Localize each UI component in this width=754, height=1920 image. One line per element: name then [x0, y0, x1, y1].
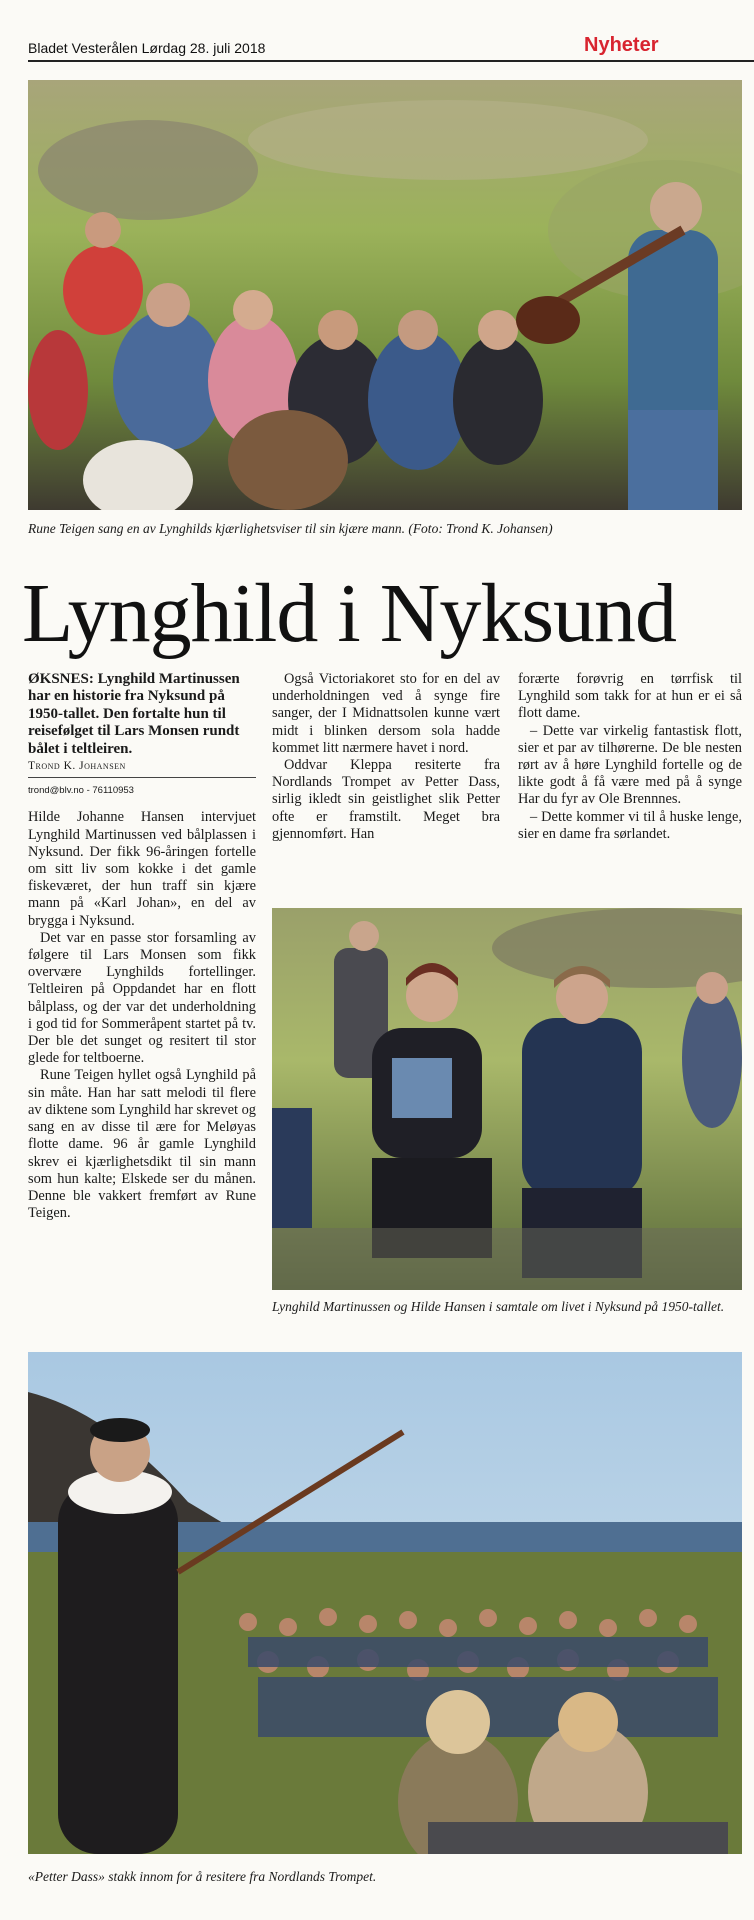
- photo-caption: «Petter Dass» stakk innom for å resitere fra Nordlands Trompet.: [28, 1869, 377, 1884]
- paragraph: Oddvar Kleppa resiterte fra Nordlands Trompet av Petter Dass, sirlig ikledt sin geistlighet slik Petter ofte er framstilt. Meget bra gjennomført. Han: [272, 757, 500, 842]
- photo-caption: Lynghild Martinussen og Hilde Hansen i samtale om livet i Nyksund på 1950-tallet.: [272, 1299, 725, 1314]
- paragraph: Også Victoriakoret sto for en del av underholdningen ved å synge fire sanger, der I Midnattsolen kunne vært midt i blinken dersom sola hadde kommet litt nærmere havet i nord.: [272, 671, 500, 756]
- paragraph: forærte forøvrig en tørrfisk til Lynghild som takk for at hun er ei så flott dame.: [518, 671, 742, 722]
- newspaper-dateline: Bladet Vesterålen Lørdag 28. juli 2018: [28, 40, 266, 56]
- page-header: [28, 34, 754, 62]
- paragraph: Det var en passe stor forsamling av følgere til Lars Monsen som fikk overvære Lynghilds fortellinger. Teltleiren på Oppdandet har en flott bålplass, og der var det underholdning i god tid for Sommeråpent startet på tv. Der ble det sunget og resitert til stor glede for teltboerne.: [28, 929, 256, 1067]
- photo-caption: Rune Teigen sang en av Lynghilds kjærlighetsviser til sin kjære mann. (Foto: Trond K. Johansen): [28, 521, 553, 536]
- photo-conversation: [272, 908, 742, 1290]
- lede: ØKSNES: Lynghild Martinussen har en historie fra Nyksund på 1950-tallet. Den fortalte hun til reisefølget til Lars Monsen rundt bålet i teltleiren.: [28, 671, 240, 757]
- paragraph: Hilde Johanne Hansen intervjuet Lynghild Martinussen ved bålplassen i Nyksund. Der fikk 96-åringen fortelle om sitt liv som kokke i det gamle fiskeværet, der hun traff sin kjære mann på «Karl Johan», en del av brygga i Nyksund.: [28, 809, 256, 929]
- section-label: Nyheter: [584, 34, 659, 56]
- article-column-2: [272, 671, 500, 843]
- paragraph: – Dette var virkelig fantastisk flott, sier et par av tilhørerne. De ble nesten rørt av å høre Lynghild fortelle og de likte godt å få være med på å synge Har du fyr av Ole Brennnes.: [518, 722, 742, 808]
- photo-guitarist: [28, 80, 742, 510]
- article-column-1: [28, 671, 256, 1222]
- byline: Trond K. Johansen: [28, 758, 256, 778]
- article-column-3: [518, 671, 742, 843]
- photo-petter-dass: [28, 1352, 742, 1854]
- paragraph: Rune Teigen hyllet også Lynghild på sin måte. Han har satt melodi til flere av diktene som Lynghild har skrevet og sang en av disse til ære for Meløyas flotte dame. 96 år gamle Lynghild skrev ei kjærlighetsdikt til sin mann som hun kalte; Elskede ser du månen. Denne ble vakkert fremført av Rune Teigen.: [28, 1067, 256, 1222]
- author-contact: trond@blv.no - 76110953: [28, 785, 134, 797]
- paragraph: – Dette kommer vi til å huske lenge, sier en dame fra sørlandet.: [518, 808, 742, 842]
- headline: Lynghild i Nyksund: [22, 567, 677, 660]
